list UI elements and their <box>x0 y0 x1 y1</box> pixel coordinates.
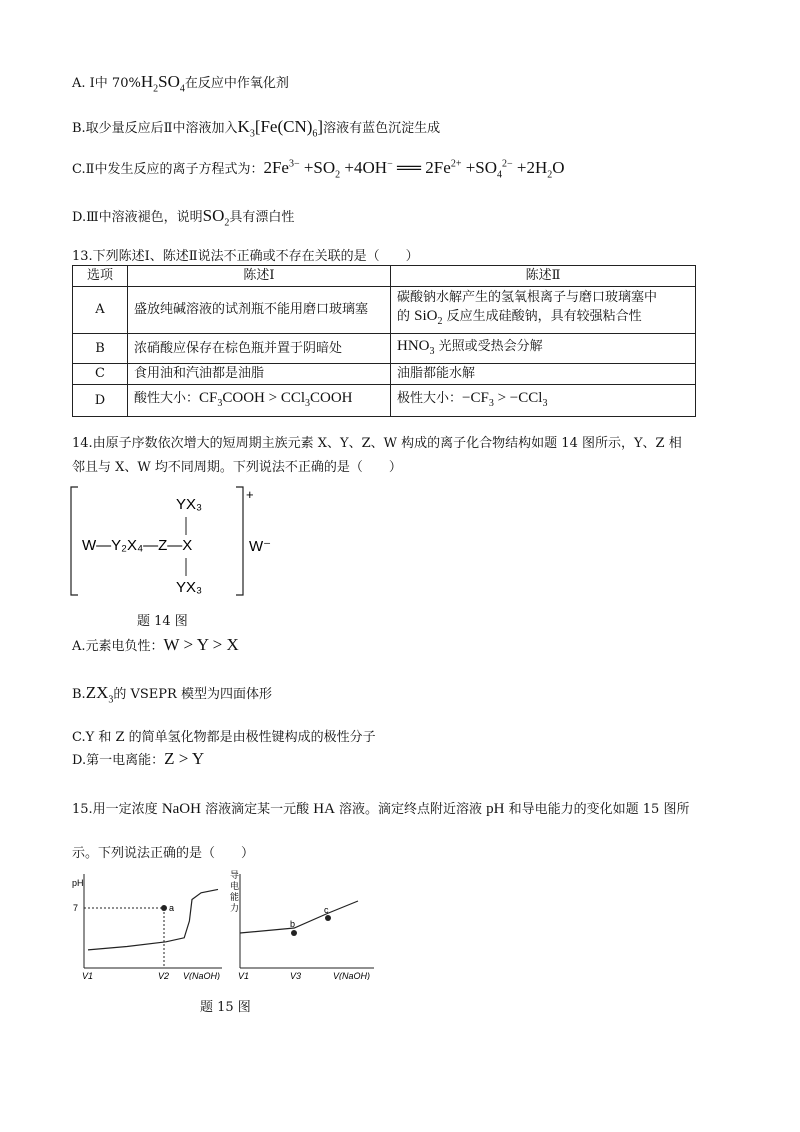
point-b <box>291 930 297 936</box>
struct-charge: + <box>246 487 254 502</box>
q15-stem-line-1: 15.用一定浓度 NaOH 溶液滴定某一元酸 HA 溶液。滴定终点附近溶液 pH 和导电能力的变化如题 15 图所 <box>72 801 690 817</box>
struct-top-group: YX₃ <box>176 496 203 513</box>
q12-option-c: C.Ⅱ中发生反应的离子方程式为：$2Fe^{3-} +SO_2 +4OH^-$ ══ $2Fe^{2+} +SO_4^{2-} +2H_2O$ <box>72 158 565 181</box>
y-tick-7: 7 <box>73 903 79 913</box>
q14-stem-line-1: 14.由原子序数依次增大的短周期主族元素 X、Y、Z、W 构成的离子化合物结构如题 14 图所示，Y、Z 相 <box>72 436 682 451</box>
q14-structure-figure <box>68 485 288 600</box>
q12-option-d: D.Ⅲ中溶液褪色，说明$SO_2$具有漂白性 <box>72 206 295 229</box>
q13-header-row <box>73 266 696 287</box>
q14-option-d: D.第一电离能：Z > Y <box>72 749 205 768</box>
q12-option-a: A. Ⅰ中 $70\%H_2SO_4$在反应中作氧化剂 <box>72 72 289 95</box>
x-tick-v1: V1 <box>238 971 250 980</box>
point-a-label: a <box>169 903 175 913</box>
q12-c-equation: $2Fe^{3-} +SO_2 +4OH^-$ ══ $2Fe^{2+} +SO_4^{2-} +2H_2O$ <box>263 158 565 181</box>
q13-stem: 13.下列陈述Ⅰ、陈述Ⅱ说法不正确或不存在关联的是（ ） <box>72 249 419 264</box>
right-bracket <box>236 487 243 595</box>
x-tick-v1: V1 <box>82 971 94 980</box>
conductivity-curve <box>240 901 358 933</box>
q14-stem-line-2: 邻且与 X、W 均不同周期。下列说法不正确的是（ ） <box>72 460 402 475</box>
header-option: 选项 <box>73 266 128 287</box>
table-row: A 盛放纯碱溶液的试剂瓶不能用磨口玻璃塞 碳酸钠水解产生的氢氧根离子与磨口玻璃塞中 的 SiO$_2$ 反应生成硅酸钠，具有较强粘合性 <box>73 287 696 334</box>
struct-anion: W⁻ <box>249 538 272 555</box>
conductivity-chart <box>228 868 378 980</box>
point-c <box>325 915 331 921</box>
point-c-label: c <box>324 905 329 915</box>
q14-option-a: A.元素电负性：W > Y > X <box>72 635 239 654</box>
ph-curve <box>88 889 218 949</box>
point-b-label: b <box>290 919 296 929</box>
table-row: D 酸性大小：$CF_3COOH$ > CCl$_3$COOH 极性大小：$-CF_3 > -CCl_3$ <box>73 385 696 417</box>
y-axis-label: 导电能力 <box>230 870 240 913</box>
point-a <box>161 905 167 911</box>
q15-caption: 题 15 图 <box>200 1000 251 1015</box>
x-axis-label: V(NaOH) <box>333 971 371 980</box>
header-statement-2: 陈述Ⅱ <box>391 266 696 287</box>
left-bracket <box>71 487 78 595</box>
q14-option-c: C.Y 和 Z 的简单氢化物都是由极性键构成的极性分子 <box>72 730 376 745</box>
table-row: B 浓硝酸应保存在棕色瓶并置于阴暗处 $HNO_3$ 光照或受热会分解 <box>73 334 696 364</box>
q13-table <box>72 265 696 417</box>
ph-titration-chart <box>68 868 228 980</box>
q15-stem-line-2: 示。下列说法正确的是（ ） <box>72 846 255 861</box>
q14-caption: 题 14 图 <box>137 614 188 629</box>
x-axis-label: V(NaOH) <box>183 971 221 980</box>
struct-bottom-group: YX₃ <box>176 579 203 596</box>
q12-a-chem: $H_2SO_4$ <box>140 72 185 95</box>
q14-option-b: $B.ZX_3$的 VSEPR 模型为四面体形 <box>72 683 272 706</box>
q12-d-chem: $SO_2$ <box>202 206 230 229</box>
q12-b-chem: $K_3[Fe(CN)_6]$ <box>237 117 324 140</box>
table-row: C 食用油和汽油都是油脂 油脂都能水解 <box>73 364 696 385</box>
header-statement-1: 陈述Ⅰ <box>128 266 391 287</box>
struct-chain: W—Y₂X₄—Z—X <box>82 537 193 554</box>
y-axis-label: pH <box>72 878 84 888</box>
x-tick-v3: V3 <box>290 971 302 980</box>
q12-option-b: B.取少量反应后Ⅱ中溶液加入$K_3[Fe(CN)_6]$溶液有蓝色沉淀生成 <box>72 117 441 140</box>
x-tick-v2: V2 <box>158 971 170 980</box>
